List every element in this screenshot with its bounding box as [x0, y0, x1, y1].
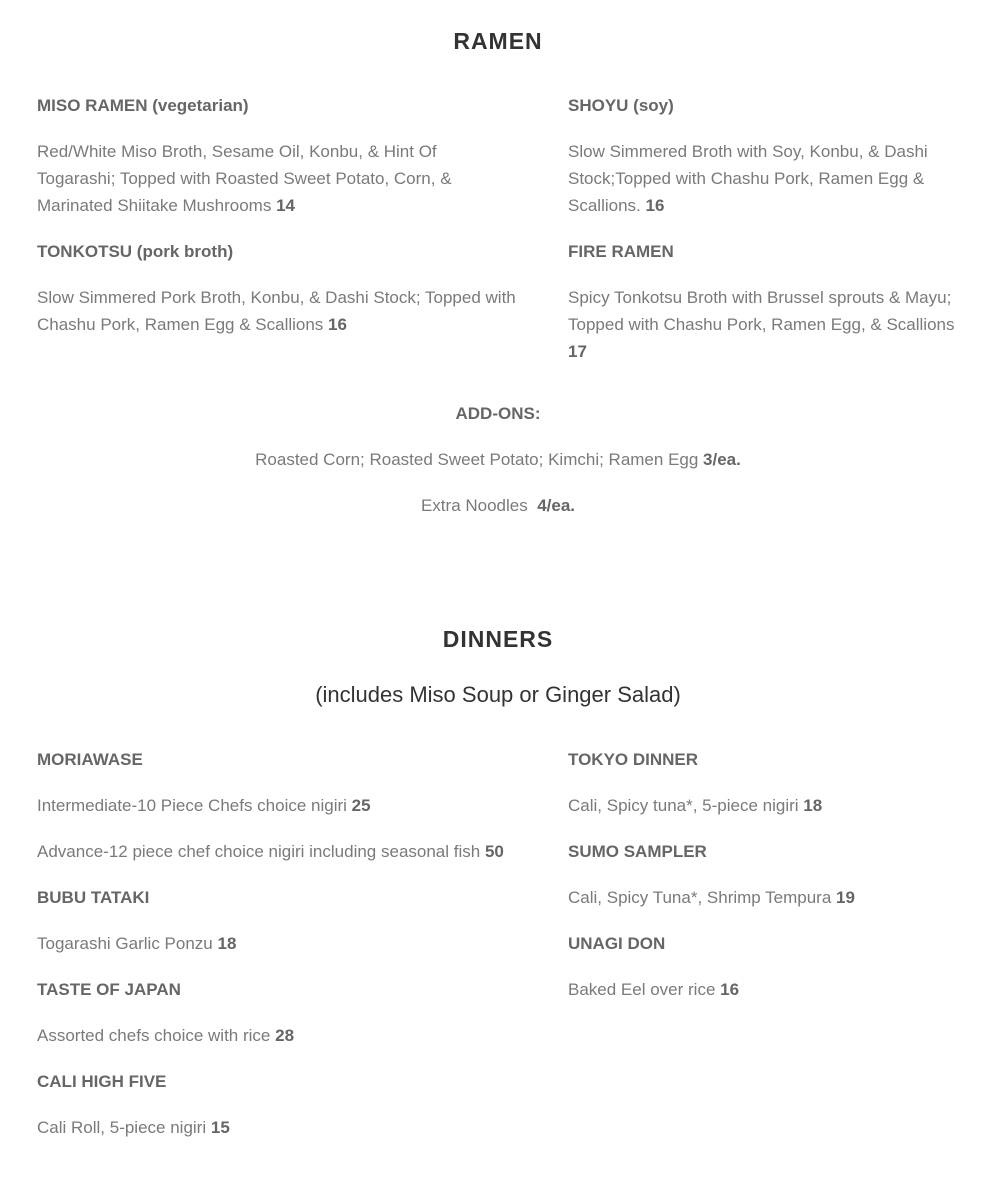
menu-item-description: Spicy Tonkotsu Broth with Brussel sprouts & Mayu; Topped with Chashu Pork, Ramen Egg, & Scallions 17 [568, 288, 955, 361]
menu-item-price: 14 [276, 196, 295, 215]
addons-line: Roasted Corn; Roasted Sweet Potato; Kimchi; Ramen Egg 3/ea. [255, 450, 741, 469]
dinners-right-column [568, 746, 958, 1003]
menu-item-description: Assorted chefs choice with rice 28 [37, 1026, 295, 1045]
menu-item-description: Togarashi Garlic Ponzu 18 [37, 934, 237, 953]
ramen-right-column [568, 92, 958, 365]
menu-item-price: 16 [328, 315, 347, 334]
menu-item-price: 16 [720, 980, 740, 999]
menu-item-price: 18 [803, 796, 823, 815]
menu-item-description: Cali, Spicy tuna*, 5-piece nigiri 18 [568, 796, 823, 815]
addons-price: 3/ea. [703, 450, 741, 469]
dinners-section-title: DINNERS [442, 626, 554, 652]
menu-item-price: 16 [645, 196, 665, 215]
menu-item-description: Cali, Spicy Tuna*, Shrimp Tempura 19 [568, 888, 855, 907]
menu-item-description: Red/White Miso Broth, Sesame Oil, Konbu, & Hint Of Togarashi; Topped with Roasted Sweet Potato, Corn, & Marinated Shiitake Mushrooms 14 [37, 142, 452, 215]
menu-item-description: Advance-12 piece chef choice nigiri including seasonal fish 50 [37, 842, 504, 861]
menu-item-description: Slow Simmered Pork Broth, Konbu, & Dashi Stock; Topped with Chashu Pork, Ramen Egg & Scallions 16 [37, 288, 516, 334]
menu-item-price: 15 [210, 1118, 230, 1137]
ramen-left-column [37, 92, 517, 338]
menu-item-price: 17 [568, 342, 587, 361]
menu-item-price: 18 [217, 934, 237, 953]
menu-item-price: 19 [836, 888, 855, 907]
menu-item-name: FIRE RAMEN [568, 242, 674, 261]
addons-block [0, 400, 990, 519]
addons-title: ADD-ONS: [455, 404, 541, 423]
menu-item-name: BUBU TATAKI [37, 888, 150, 907]
menu-item-name: MISO RAMEN (vegetarian) [37, 96, 249, 115]
menu-item-description: Cali Roll, 5-piece nigiri 15 [37, 1118, 230, 1137]
menu-item-name: SUMO SAMPLER [568, 842, 707, 861]
menu-item-name: MORIAWASE [37, 750, 143, 769]
addons-line: Extra Noodles 4/ea. [420, 496, 576, 515]
menu-item-name: TONKOTSU (pork broth) [37, 242, 234, 261]
menu-item-description: Intermediate-10 Piece Chefs choice nigiri 25 [37, 796, 371, 815]
menu-item-price: 28 [275, 1026, 295, 1045]
menu-item-name: CALI HIGH FIVE [37, 1072, 167, 1091]
menu-item-description: Slow Simmered Broth with Soy, Konbu, & Dashi Stock;Topped with Chashu Pork, Ramen Egg & Scallions. 16 [568, 142, 928, 215]
menu-item-name: TASTE OF JAPAN [37, 980, 181, 999]
dinners-subtitle: (includes Miso Soup or Ginger Salad) [315, 682, 681, 707]
menu-item-name: SHOYU (soy) [568, 96, 674, 115]
addons-price: 4/ea. [537, 496, 576, 515]
dinners-left-column [37, 746, 517, 1141]
menu-item-name: UNAGI DON [568, 934, 666, 953]
menu-item-price: 50 [484, 842, 504, 861]
menu-item-description: Baked Eel over rice 16 [568, 980, 740, 999]
menu-item-price: 25 [351, 796, 371, 815]
menu-item-name: TOKYO DINNER [568, 750, 699, 769]
ramen-section-title: RAMEN [453, 28, 543, 54]
